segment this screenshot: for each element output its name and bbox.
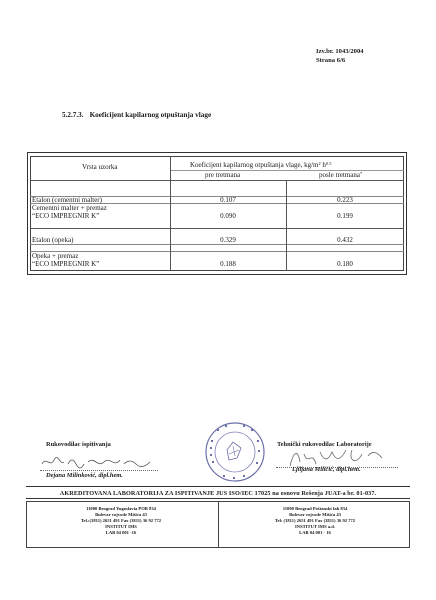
row-sample: Cementni malter + premaz [32,204,107,212]
row-sample-line2: “ECO IMPREGNIR K” [32,212,100,220]
document-reference [316,47,364,65]
signature-label-technical: Tehnički rukovodilac Laboratorije [277,441,372,448]
section-heading: Koeficijent kapilarnog otpuštanja vlage [89,111,212,119]
table-rule [30,244,404,245]
table-rule [30,180,404,181]
row-after-value: 0.180 [337,260,353,268]
row-sample: Opeka + premaz [32,252,79,260]
institute-stamp [203,420,267,484]
footer-box [26,501,410,548]
footer-divider [218,502,219,547]
accreditation-rule-top [26,486,410,487]
section-number: 5.2.7.3. [62,111,84,119]
column-header-sample-type: Vrsta uzorka [82,163,118,171]
signature-name-right: Ljiljana Miličić, dipl.hem. [292,466,361,473]
footer-address-right: 11000 Beograd Poštanski fah 834 Bulevar vojvode Mišića 43 Tel: (3811) 2651 491 Fax (3811) 36 92 772 INSTITUT IMS a.d. LAB 04 001 - 16 [274,506,356,535]
accreditation-statement: AKREDITOVANA LABORATORIJA ZA ISPITIVANJE JUS ISO/IEC 17025 na osnovu Rešenja JUAT-a br. 01-037. [59,490,377,497]
accreditation-rule-bottom [26,498,410,499]
row-sample: Etalon (cementni malter) [32,196,102,204]
row-before-value: 0.107 [220,196,236,204]
row-after-value: 0.223 [337,196,353,204]
row-before-value: 0.329 [220,236,236,244]
signature-label-head: Rukovodilac ispitivanja [46,441,111,448]
section-title [62,111,211,119]
table-rule [30,228,404,229]
row-sample-line2: “ECO IMPREGNIR K” [32,260,100,268]
column-header-before: pre tretmana [205,171,241,179]
table-rule [30,251,404,252]
signature-name-left: Dejana Milinković, dipl.hem. [46,472,123,479]
row-before-value: 0.090 [220,212,236,220]
column-header-coefficient: Koeficijent kapilarnog otpuštanja vlage, kg/m² $h^{0.5}$ [190,161,332,169]
signature-scribble-left [38,452,158,472]
row-before-value: 0.188 [220,260,236,268]
page-number: Strana 6/6 [316,57,346,64]
report-number: Izv.br. 1043/2004 [316,48,364,55]
column-header-after: posle tretmana* [319,171,363,179]
row-after-value: 0.432 [337,236,353,244]
row-after-value: 0.199 [337,212,353,220]
row-sample: Etalon (opeka) [32,236,74,244]
footer-address-left: 11000 Beograd Yugoslavia POB 834 Bulevar vojvode Mišića 43 Tel.:(3811) 2651 491 Fax (3811) 36 92 772 INSTITUT IMS LAB 04 001 -16 [80,506,162,535]
signature-line-left [40,470,158,471]
table-rule [286,180,287,271]
